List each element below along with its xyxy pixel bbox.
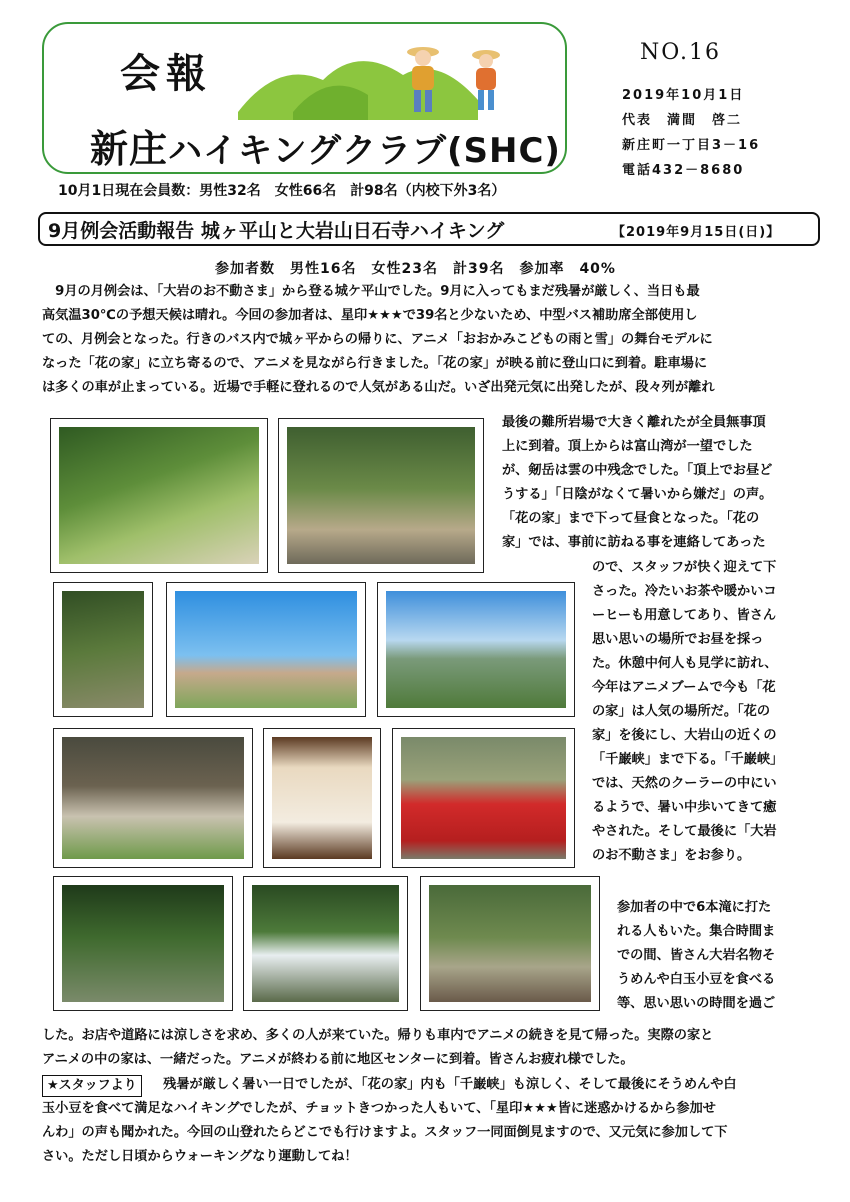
photo-gorge-path [53,876,233,1011]
address: 新庄町一丁目3－16 [622,138,761,153]
article-headline: 9月例会活動報告 城ヶ平山と大岩山日石寺ハイキング [48,220,505,242]
text-line: なった「花の家」に立ち寄るので、アニメを見ながら行きました。「花の家」が映る前に登山口に到着。駐車場に [42,356,708,371]
staff-note-line: んわ」の声も聞かれた。今回の山登れたらどこでも行けますよ。スタッフ一同面倒見ますので、又元気に参加して下 [42,1125,728,1140]
text-line: 9月の月例会は、「大岩のお不動さま」から登る城ケ平山でした。9月に入ってもまだ残暑が厳しく、当日も最 [42,284,700,299]
photo-anime-car [392,728,575,868]
photo-hana-no-ie-group [53,728,253,868]
photo-rock-climb [53,582,153,717]
photo-summit-group [166,582,366,717]
article-intro [42,280,715,400]
text-line: は多くの車が止まっている。近場で手軽に登れるので人気がある山だ。いざ出発元気に出発したが、段々列が離れ [42,380,715,395]
text-line: 高気温30℃の予想天候は晴れ。今回の参加者は、星印★★★で39名と少ないため、中型バス補助席全部使用し [42,308,698,323]
event-date: 【2019年9月15日(日)】 [612,225,781,240]
photo-summit-rest [278,418,484,573]
photo-anime-poster [263,728,381,868]
article-column-c: 参加者の中で6本滝に打た れる人もいた。集合時間ま での間、皆さん大岩名物そ うめんや白玉小豆を食べる 等、思い思いの時間を過ご [617,900,776,1011]
hikers-illustration [238,40,523,120]
article-column-b: ので、スタッフが快く迎えて下 さった。冷たいお茶や暖かいコ ーヒーも用意してあり、皆さん 思い思いの場所でお昼を採っ た。休憩中何人も見学に訪れ、 今年はアニメブームで今も「花 の家」は人気の場所だ。「花の 家」を後にし、大岩山の近くの 「千巌峡」まで下る。「千巌峡」 では、天然のクーラーの中にい るようで、暑い中歩いてきて癒 やされた。そして最後に「大岩 のお不動さま」をお参り。 [592,560,784,863]
staff-note-label: ★スタッフより [42,1075,142,1097]
article-closing: した。お店や道路には涼しさを求め、多くの人が来ていた。帰りも車内でアニメの続きを見て帰った。実際の家と アニメの中の家は、一緒だった。アニメが終わる前に地区センターに到着。皆さんお疲れ様でした。 [42,1028,714,1067]
photo-waterfall [243,876,408,1011]
issue-number: NO.16 [640,40,721,65]
photo-trail-hike [50,418,268,573]
staff-note-line: 残暑が厳しく暑い一日でしたが、「花の家」内も「千巌峡」も涼しく、そして最後にそうめんや白 [150,1077,737,1092]
staff-note-line: さい。ただし日頃からウォーキングなり運動してね！ [42,1149,358,1164]
text-line: ての、月例会となった。行きのバス内で城ヶ平からの帰りに、アニメ「おおかみこどもの雨と雪」の舞台モデルに [42,332,713,347]
article-column-a: 最後の難所岩場で大きく離れたが全員無事頂 上に到着。頂上からは富山湾が一望でした が、剱岳は雲の中残念でした。「頂上でお昼ど うする」「日陰がなくて暑いから嫌だ」の声。 「花の家」まで下って昼食となった。「花の 家」では、事前に訪ねる事を連絡してあった [502,415,773,550]
club-name: 新庄ハイキングクラブ(SHC) [90,127,561,171]
representative: 代表 満間 啓二 [622,113,743,128]
photo-final-group [420,876,600,1011]
phone-number: 電話432－8680 [622,163,745,178]
photo-toyama-bay-view [377,582,575,717]
member-count: 10月1日現在会員数：男性32名 女性66名 計98名（内校下外3名） [58,183,506,199]
issue-date: 2019年10月1日 [622,88,745,103]
staff-note-line: 玉小豆を食べて満足なハイキングでしたが、チョットきつかった人もいて、「星印★★★皆に迷惑かけるから参加せ [42,1101,716,1116]
participant-summary: 参加者数 男性16名 女性23名 計39名 参加率 40% [215,261,616,277]
newsletter-title: 会報 [120,51,212,97]
